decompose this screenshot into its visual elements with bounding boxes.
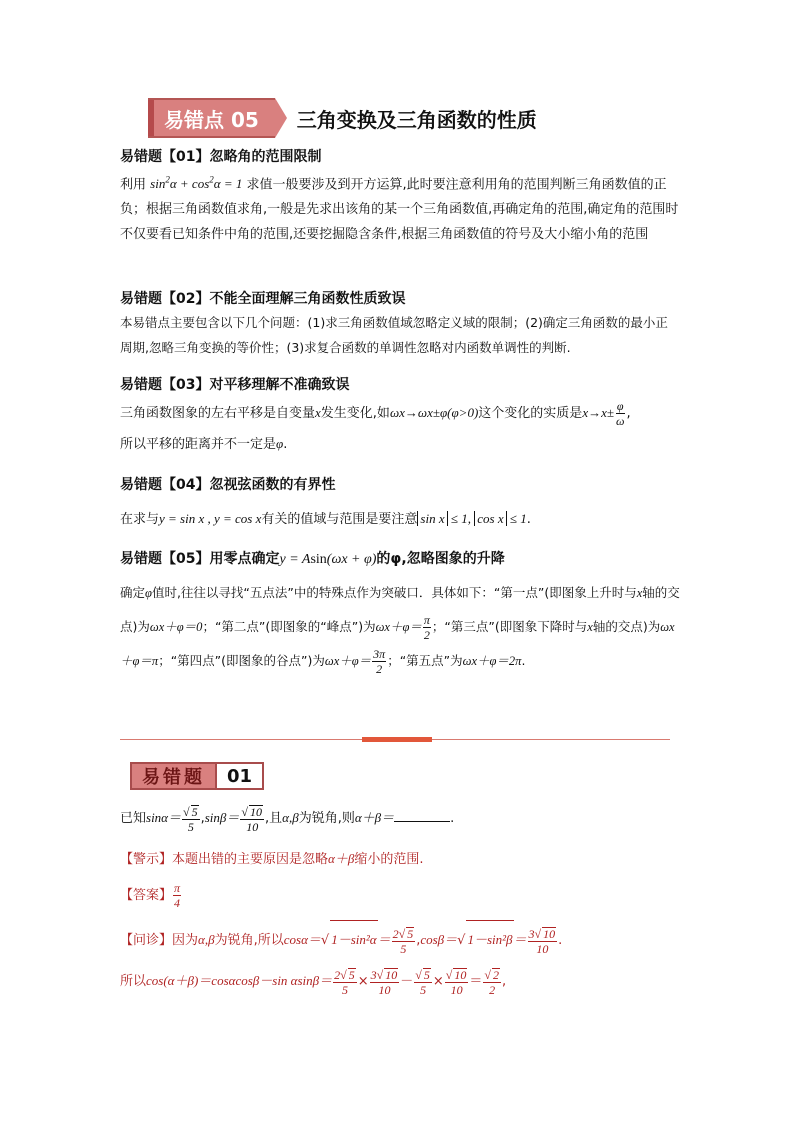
warning-note: 【警示】本题出错的主要原因是忽略α＋β缩小的范围.: [120, 851, 424, 867]
section-heading-04: 易错题【04】忽视弦函数的有界性: [120, 477, 336, 493]
diagnosis-line-1: 【问诊】因为α,β为锐角,所以cosα＝√ 1－sin²α＝ $\frac{2√ 5}{5}$ ,cosβ＝√ 1－sin²β＝ $\frac{3√ 10}{10}$ .: [120, 920, 690, 960]
question-stem: 已知sinα＝ $\frac{√ 5}{5}$ ,sinβ＝ $\frac{√ 10}{10}$ ,且α,β为锐角,则α＋β＝ .: [120, 804, 455, 834]
error-point-badge: 易错点 05: [148, 98, 275, 138]
section-body-05: 确定φ值时,往往以寻找“五点法”中的特殊点作为突破口．具体如下：“第一点”(即图象上升时与x轴的交点)为ωx＋φ＝0；“第二点”(即图象的“峰点”)为ωx＋φ＝ $\frac{\pi}{2}$ ；“第三点”(即图象下降时与x轴的交点)为ωx＋φ＝π；“第四点”(即图象的谷点”)为ωx＋φ＝ $\frac{3\pi}{2}$ ；“第五点”为ωx＋φ＝2π.: [120, 585, 680, 676]
section-heading-05: 易错题【05】用零点确定y = Asin(ωx + φ)的φ,忽略图象的升降: [120, 551, 505, 567]
section-body-04: 在求与y = sin x , y = cos x有关的值域与范围是要注意 sin x ≤ 1, cos x ≤ 1.: [120, 511, 531, 527]
title-banner: [148, 98, 537, 138]
question-badge-label: 易错题: [132, 764, 215, 788]
section-body-02: 本易错点主要包含以下几个问题：(1)求三角函数值域忽略定义域的限制；(2)确定三角函数的最小正周期,忽略三角变换的等价性；(3)求复合函数的单调性忽略对内函数单调性的判断.: [120, 315, 668, 355]
section-heading-03: 易错题【03】对平移理解不准确致误: [120, 377, 350, 393]
answer-blank: [394, 809, 450, 822]
question-badge-number: 01: [215, 764, 262, 788]
answer-line: 【答案】 $\frac{\pi}{4}$: [120, 881, 181, 910]
divider-accent: [362, 737, 432, 742]
diagnosis-line-2: 所以cos(α＋β)＝cosαcosβ－sin αsinβ＝ $\frac{2√ 5}{5}$ × $\frac{3√ 10}{10}$ － $\frac{√ 5}{5}$ × $\frac{√ 10}{10}$ ＝ $\frac{√ 2}{2}$ ,: [120, 967, 507, 997]
section-body-03: 三角函数图象的左右平移是自变量x发生变化,如ωx→ωx±φ(φ>0)这个变化的实质是x→x± $\frac{\varphi}{\omega}$ , 所以平移的距离并不一定是φ.: [120, 399, 631, 452]
section-heading-02: 易错题【02】不能全面理解三角函数性质致误: [120, 291, 406, 307]
page-title: 三角变换及三角函数的性质: [296, 107, 537, 132]
section-body-01: 利用 $\sin^2\alpha + \cos^2\alpha = 1$ 求值一般要涉及到开方运算,此时要注意利用角的范围判断三角函数值的正负；根据三角函数值求角,一般是先求出该角的某一个三角函数值,再确定角的范围,确定角的范围时不仅要看已知条件中角的范围,还要挖掘隐含条件,根据三角函数值的符号及大小缩小角的范围: [120, 175, 679, 243]
badge-arrow-icon: [275, 98, 287, 138]
section-heading-01: 易错题【01】忽略角的范围限制: [120, 149, 322, 165]
question-badge: [130, 762, 264, 790]
